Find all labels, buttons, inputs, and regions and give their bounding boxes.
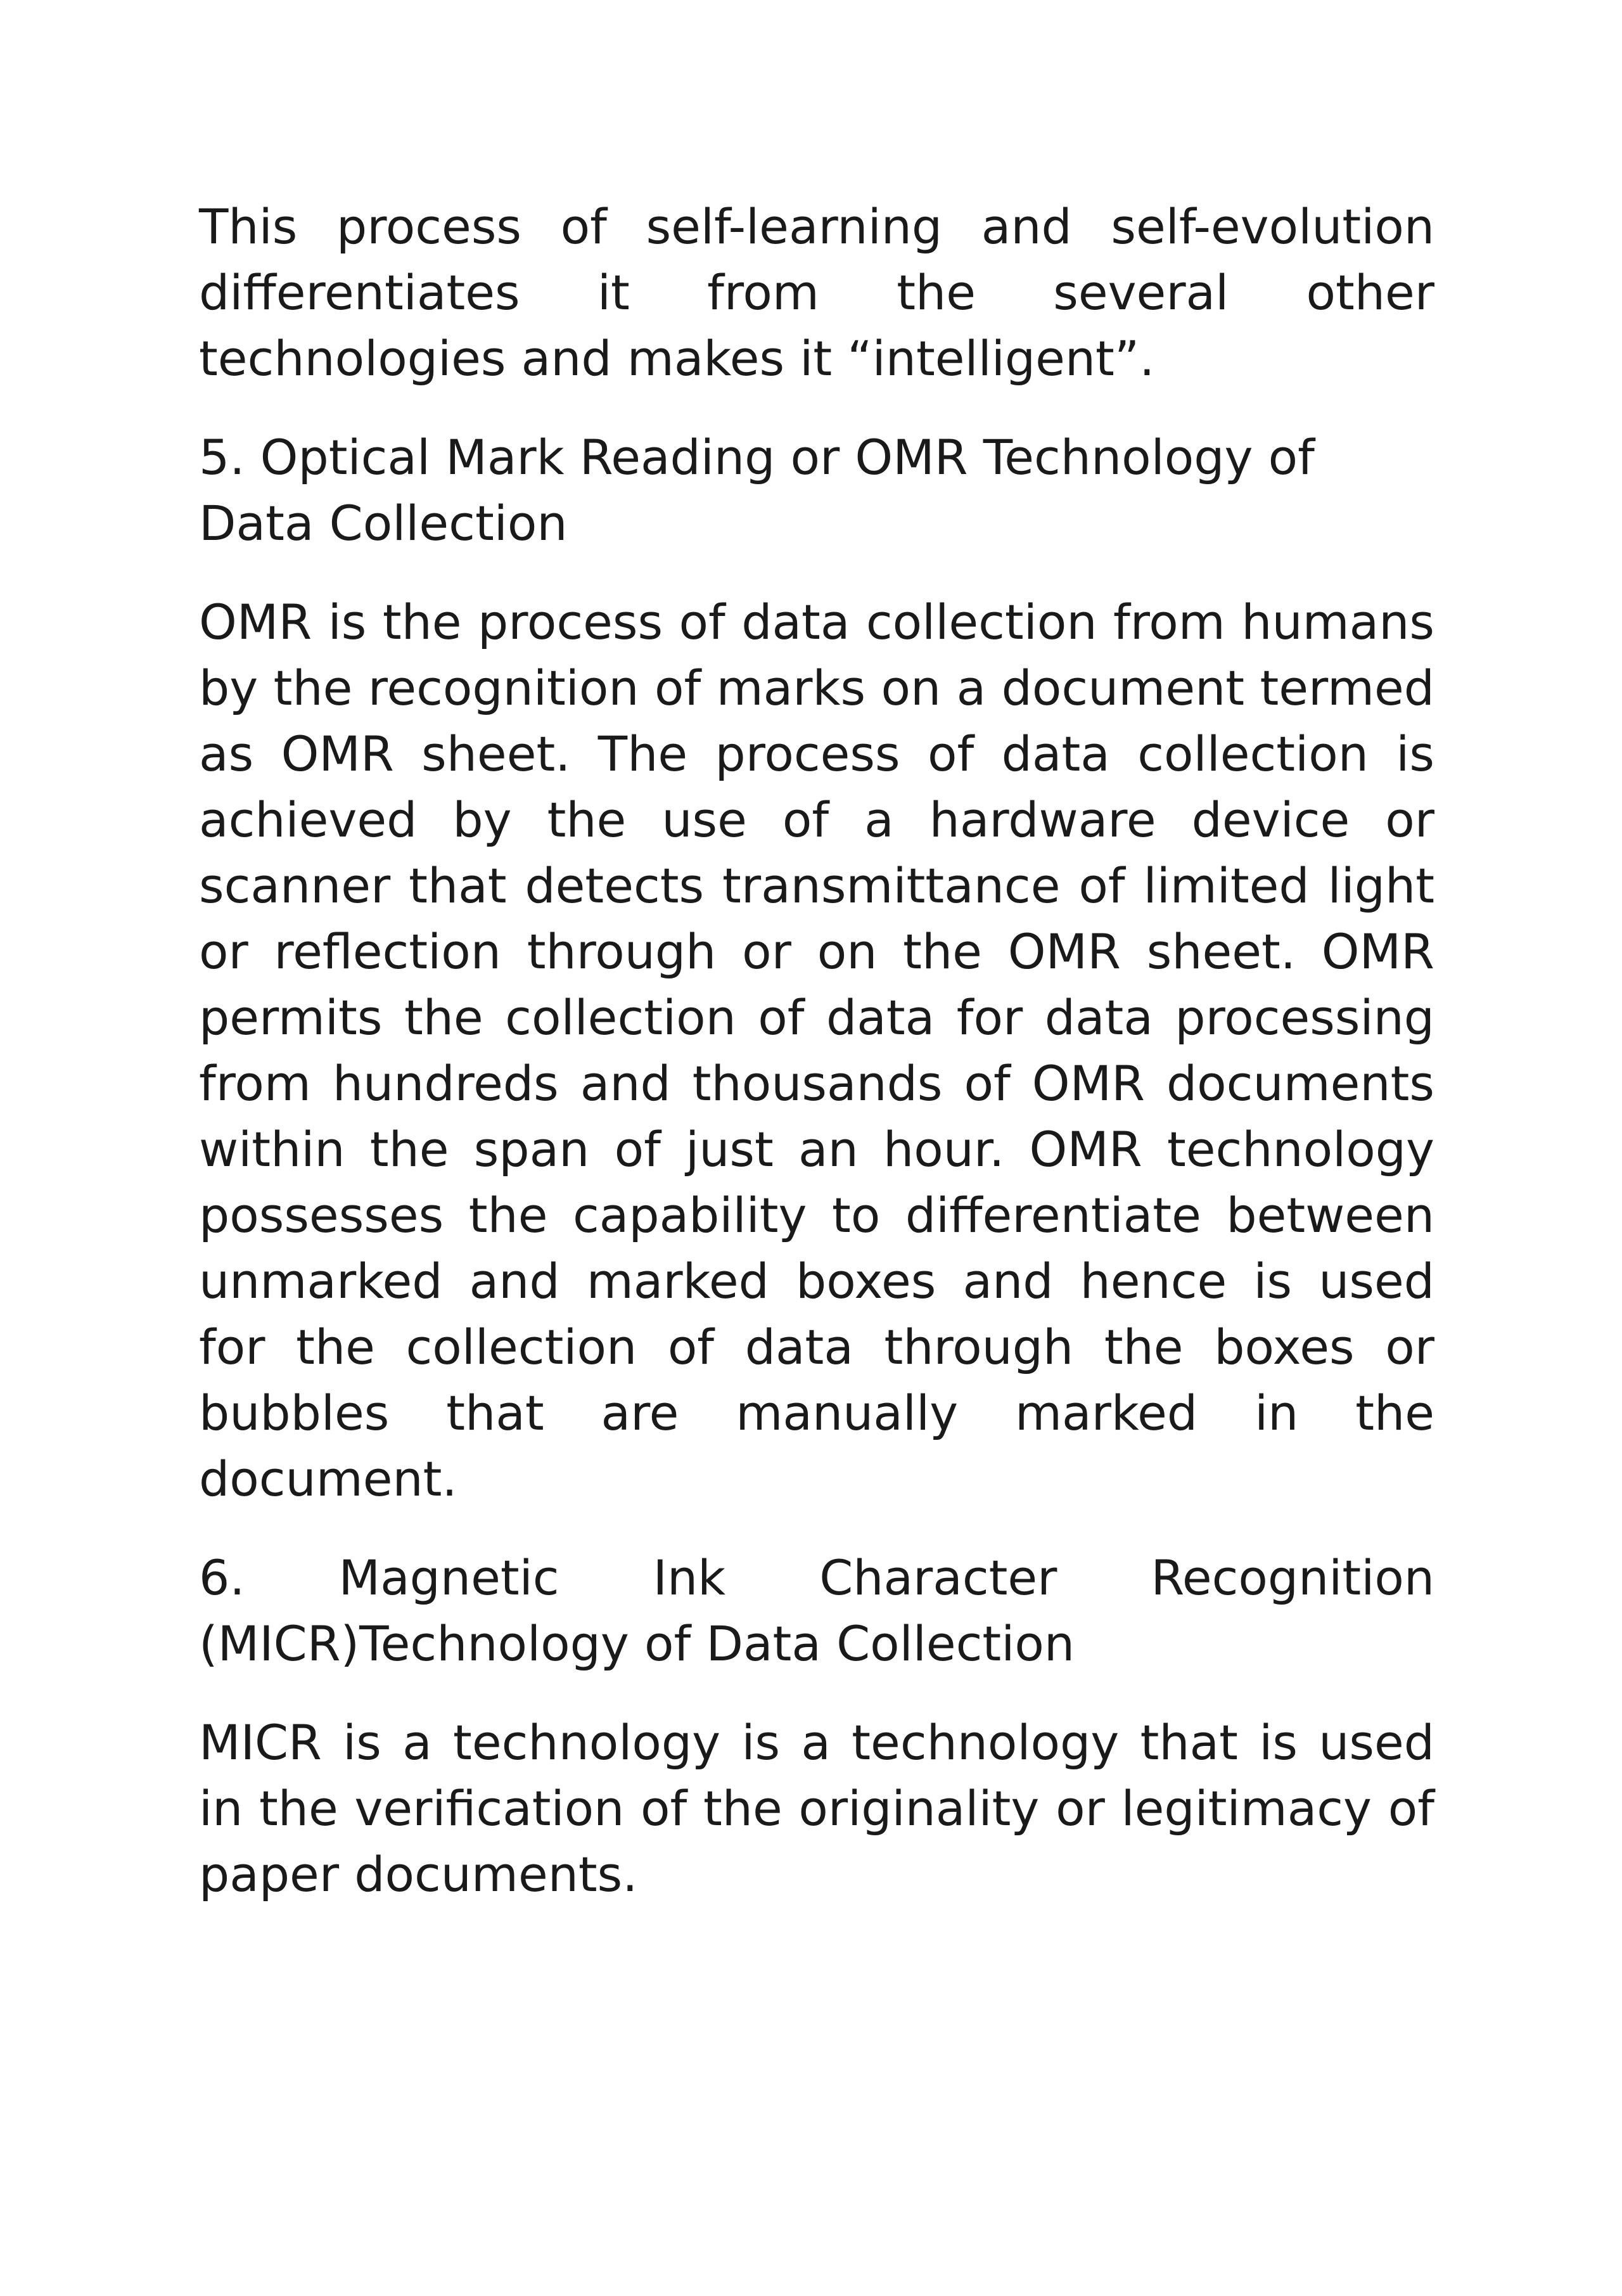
section-6-heading: 6. Magnetic Ink Character Recognition (MICR)Technology of Data Collection — [199, 1549, 1434, 1672]
section-5-heading: 5. Optical Mark Reading or OMR Technology of Data Collection — [199, 429, 1315, 551]
document-body — [199, 194, 1434, 1940]
section-5-paragraph: OMR is the process of data collection from humans by the recognition of marks on a document termed as OMR sheet. The process of data collection is achieved by the use of a hardware device or scanner that detects transmittance of limited light or reflection through or on the OMR sheet. OMR permits the collection of data for data processing from hundreds and thousands of OMR documents within the span of just an hour. OMR technology possesses the capability to differentiate between unmarked and marked boxes and hence is used for the collection of data through the boxes or bubbles that are manually marked in the document. — [199, 594, 1434, 1507]
section-6-paragraph: MICR is a technology is a technology that is used in the verification of the originality or legitimacy of paper documents. — [199, 1714, 1434, 1902]
intro-paragraph: This process of self-learning and self-evolution differentiates it from the several other technologies and makes it “intelligent”. — [199, 198, 1434, 387]
